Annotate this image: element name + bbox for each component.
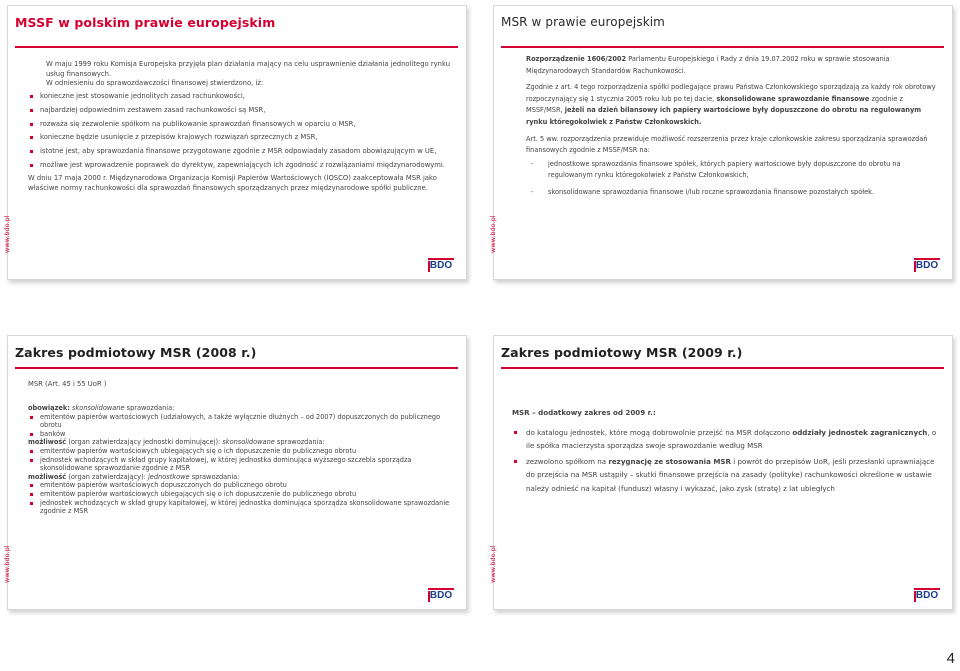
bullet-list: [28, 92, 454, 170]
bullet-icon: [30, 164, 33, 167]
slide-title: Zakres podmiotowy MSR (2009 r.): [501, 345, 743, 360]
paragraph: możliwość (organ zatwierdzający): jednostkowe sprawozdania:: [28, 472, 240, 481]
page-number: 4: [946, 650, 955, 667]
bullet-list: [28, 447, 458, 473]
bullet-icon: [30, 459, 33, 462]
slide-content: [28, 60, 454, 194]
slide-title: Zakres podmiotowy MSR (2008 r.): [15, 345, 257, 360]
bullet-icon: [30, 416, 33, 419]
list-item: możliwe jest wprowadzenie poprawek do dyrektyw, zapewniających ich zgodność z rozwiązaniami międzynarodowymi.: [28, 161, 454, 171]
list-item: istotne jest, aby sprawozdania finansowe przygotowane zgodnie z MSR odpowiadały zasadom obowiązującym w UE,: [28, 147, 454, 157]
dash-icon: -: [531, 187, 534, 196]
slide-mssf-polish-law: [3, 5, 467, 280]
bullet-list: [512, 426, 940, 496]
list-item: konieczne jest stosowanie jednolitych zasad rachunkowości,: [28, 92, 454, 102]
list-item: jednostek wchodzących w skład grupy kapitałowej, w której jednostka dominująca wyższego szczebla sporządza skonsolidowane sprawozdanie zgodnie z MSR: [28, 456, 458, 473]
paragraph: W maju 1999 roku Komisja Europejska przyjęła plan działania mający na celu usprawnienie działania jednolitego rynku usług finansowych.: [46, 60, 450, 78]
bullet-icon: [30, 450, 33, 453]
bullet-list: [28, 413, 458, 439]
slide-msr-european-law: [489, 5, 953, 280]
slide-title: MSR w prawie europejskim: [501, 15, 665, 29]
slide-content: [512, 406, 940, 498]
list-item: emitentów papierów wartościowych (udziałowych, a także wyłącznie dłużnych – od 2007) dopuszczonych do publicznego obrotu: [28, 413, 458, 430]
bullet-icon: [30, 433, 33, 436]
bullet-icon: [30, 95, 33, 98]
bdo-logo: BDO: [915, 260, 939, 271]
list-item: emitentów papierów wartościowych ubiegających się o ich dopuszczenie do publicznego obrotu: [28, 447, 458, 456]
bullet-icon: [30, 150, 33, 153]
dash-list: [526, 159, 938, 199]
list-item: jednostek wchodzących w skład grupy kapitałowej, w której jednostka dominująca sporządza skonsolidowane sprawozdanie zgodnie z MSR: [28, 499, 458, 516]
slide-content: [526, 54, 938, 199]
list-item: do katalogu jednostek, które mogą dobrowolnie przejść na MSR dołączono oddziały jednostek zagranicznych, o ile spółka macierzysta sporządza swoje sprawozdanie według MSR: [512, 426, 940, 453]
list-item: konieczne będzie usunięcie z przepisów krajowych rozwiązań sprzecznych z MSR,: [28, 133, 454, 143]
side-url: www.bdo.pl: [489, 215, 497, 253]
side-url: www.bdo.pl: [489, 545, 497, 583]
bullet-icon: [514, 431, 517, 434]
bullet-icon: [30, 502, 33, 505]
list-item: emitentów papierów wartościowych dopuszczonych do publicznego obrotu: [28, 481, 458, 490]
paragraph: MSR – dodatkowy zakres od 2009 r.:: [512, 408, 656, 417]
bdo-logo: BDO: [429, 260, 453, 271]
bdo-logo: BDO: [429, 590, 453, 601]
list-item: emitentów papierów wartościowych ubiegających się o ich dopuszczenie do publicznego obrotu: [28, 490, 458, 499]
bullet-icon: [30, 136, 33, 139]
list-item: zezwolono spółkom na rezygnację ze stosowania MSR i powrót do przepisów UoR, jeśli przesłanki uprawniające do przejścia na MSR ustąpiły – skutki finansowe przejścia na zasady (polityke) rachunkowości określone w ustawie należy odnieść na kapitał (fundusz) własny i wykazać, jako zysk (stratę) z lat ubiegłych: [512, 455, 940, 496]
paragraph: W dniu 17 maja 2000 r. Międzynarodowa Organizacja Komisji Papierów Wartościowych (IOSCO) zaakceptowała MSR jako właściwe normy rachunkowości dla sprawozdań finansowych sporządzanych przez międzynarodowe spółki publiczne.: [28, 174, 437, 193]
paragraph: obowiązek: skonsolidowane sprawozdania:: [28, 404, 175, 412]
bullet-icon: [30, 493, 33, 496]
bullet-icon: [30, 123, 33, 126]
bullet-list: [28, 481, 458, 515]
list-item: rozważa się zezwolenie spółkom na publikowanie sprawozdań finansowych w oparciu o MSR,: [28, 120, 454, 130]
bullet-icon: [514, 460, 517, 463]
list-item: - skonsolidowane sprawozdania finansowe i/lub roczne sprawozdania finansowe pozostałych spółek.: [526, 187, 938, 199]
slide-scope-2009: [489, 335, 953, 610]
paragraph: możliwość (organ zatwierdzający jednostki dominującej): skonsolidowane sprawozdania:: [28, 438, 325, 447]
paragraph: Art. 5 ww. rozporządzenia przewiduje możliwość rozszerzenia przez kraje członkowskie zakresu sporządzania sprawozdań finansowych zgodnie z MSSF/MSR na:: [526, 134, 928, 155]
slide-title: MSSF w polskim prawie europejskim: [15, 15, 276, 30]
title-rule: [15, 46, 458, 48]
bdo-logo: BDO: [915, 590, 939, 601]
bullet-icon: [30, 109, 33, 112]
slide-subtitle: MSR (Art. 45 i 55 UoR ): [28, 380, 107, 388]
list-item: - jednostkowe sprawozdania finansowe spółek, których papiery wartościowe były dopuszczone do obrotu na regulowanym rynku któregokolwiek z Państw Członkowskich,: [531, 159, 901, 180]
paragraph: W odniesieniu do sprawozdawczości finansowej stwierdzono, iż:: [46, 79, 264, 88]
bullet-icon: [30, 484, 33, 487]
dash-icon: -: [531, 159, 534, 168]
paragraph: Zgodnie z art. 4 tego rozporządzenia spółki podlegające prawu Państwa Członkowskiego sporządzają za każdy rok obrotowy rozpoczynający się 1 stycznia 2005 roku lub po tej dacie, skonsolidowane sprawozdanie finansowe zgodnie z MSSF/MSR, jeżeli na dzień bilansowy ich papiery wartościowe były dopuszczone do obrotu na regulowanym rynku któregokolwiek z Państw Członkowskich.: [526, 83, 936, 126]
title-rule: [501, 46, 944, 48]
list-item: najbardziej odpowiednim zestawem zasad rachunkowości są MSR,: [28, 106, 454, 116]
paragraph: Rozporządzenie 1606/2002 Parlamentu Europejskiego i Rady z dnia 19.07.2002 roku w sprawie stosowania Międzynarodowych Standardów Rachunkowości.: [526, 55, 890, 75]
list-item: banków: [28, 430, 458, 439]
slide-scope-2008: [3, 335, 467, 610]
side-url: www.bdo.pl: [3, 215, 11, 253]
slide-content: [28, 404, 458, 516]
title-rule: [501, 367, 944, 369]
title-rule: [15, 367, 458, 369]
side-url: www.bdo.pl: [3, 545, 11, 583]
